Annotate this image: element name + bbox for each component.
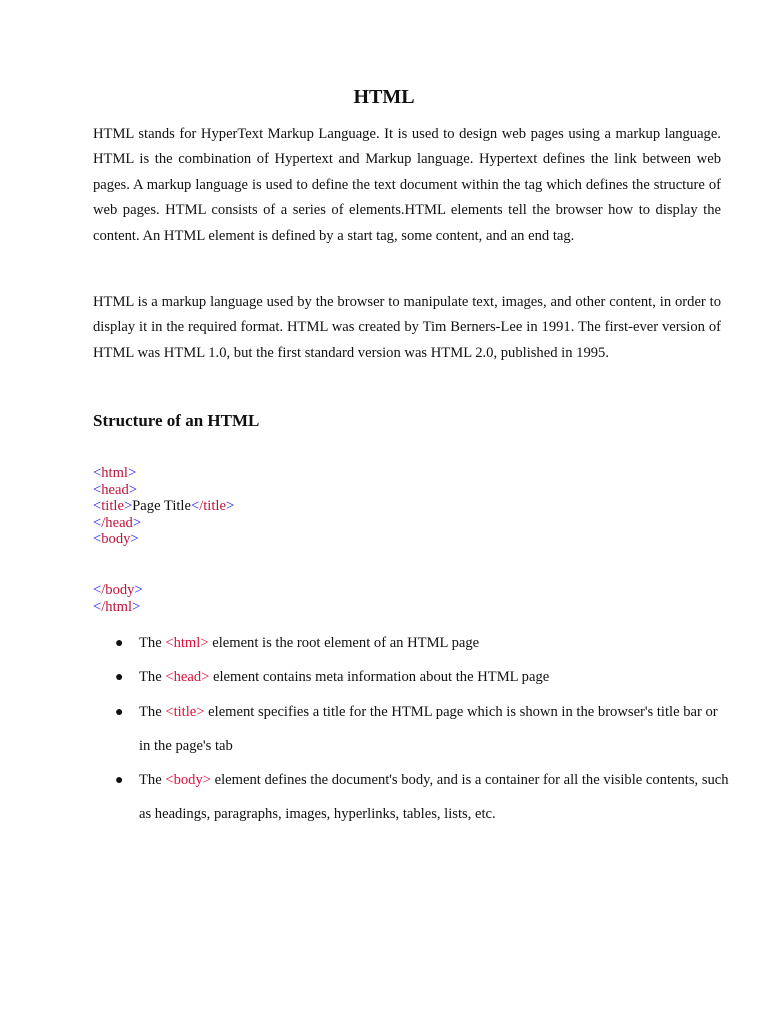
bullet-icon: ● xyxy=(115,773,124,788)
intro-paragraph: HTML stands for HyperText Markup Language. It is used to design web pages using a markup language. HTML is the combination of Hypertext and Markup language. Hypertext defines the link between web pages. A markup language is used to define the text document within the tag which defines the structure of web pages. HTML consists of a series of elements.HTML elements tell the browser how to display the content. An HTML element is defined by a start tag, some content, and an end tag. xyxy=(93,126,721,244)
list-item: ● The <html> element is the root element of an HTML page xyxy=(139,627,729,661)
page-title: HTML xyxy=(353,86,415,108)
code-line-title: <title>Page Title</title> xyxy=(93,498,235,515)
code-line-html-close: </html> xyxy=(93,598,141,615)
bullet-icon: ● xyxy=(115,636,124,651)
history-paragraph: HTML is a markup language used by the browser to manipulate text, images, and other content, in order to display it in the required format. HTML was created by Tim Berners-Lee in 1991. The first-ever version of HTML was HTML 1.0, but the first standard version was HTML 2.0, published in 1995. xyxy=(93,294,721,361)
code-line-head-close: </head> xyxy=(93,514,142,531)
list-item: ● The <body> element defines the document's body, and is a container for all the visible contents, such as headings, paragraphs, images, hyperlinks, tables, lists, etc. xyxy=(139,764,729,831)
section-heading: Structure of an HTML xyxy=(93,411,260,430)
code-sample-bottom xyxy=(93,582,143,615)
bullet-icon: ● xyxy=(115,670,124,685)
code-sample-top xyxy=(93,465,234,548)
bullet-icon: ● xyxy=(115,705,124,720)
code-line-html-open: <html> xyxy=(93,465,137,481)
list-item: ● The <head> element contains meta information about the HTML page xyxy=(139,661,729,695)
list-item: ● The <title> element specifies a title for the HTML page which is shown in the browser's title bar or in the page's tab xyxy=(139,696,729,763)
code-line-body-open: <body> xyxy=(93,531,139,548)
code-line-head-open: <head> xyxy=(93,481,138,498)
code-line-body-close: </body> xyxy=(93,582,143,598)
